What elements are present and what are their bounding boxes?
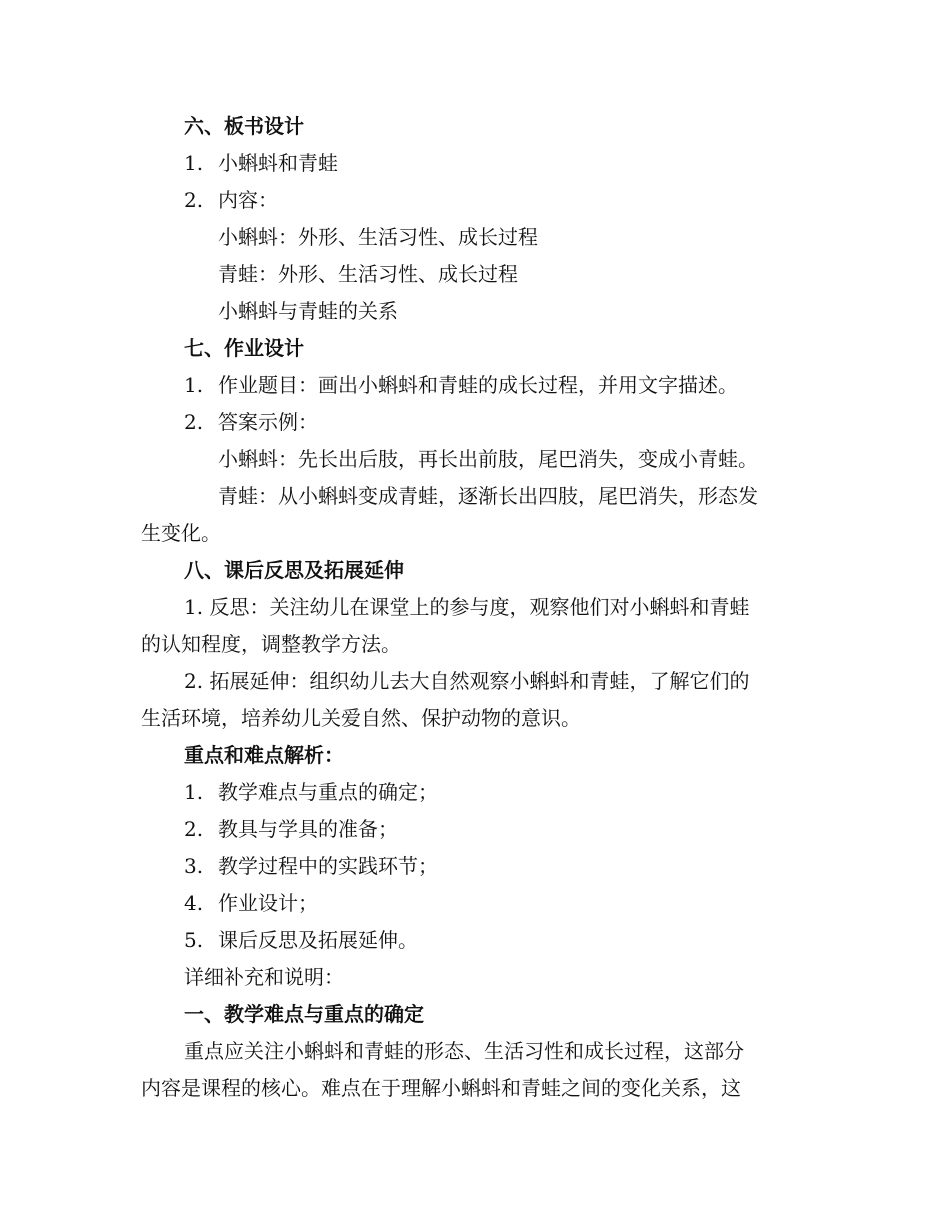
list-text: 教学过程中的实践环节； [218, 854, 438, 878]
list-text: 教具与学具的准备； [218, 817, 398, 841]
list-text: 答案示例： [218, 410, 318, 434]
list-number: 1. [184, 780, 204, 804]
sub-item: 青蛙：外形、生活习性、成长过程 [218, 262, 518, 286]
section-heading-reflection: 八、课后反思及拓展延伸 [184, 558, 404, 582]
list-text: 作业设计； [218, 891, 318, 915]
list-number: 4. [184, 891, 204, 915]
list-item [141, 885, 807, 922]
list-number: 2. [184, 410, 204, 434]
list-number: 2. [184, 817, 204, 841]
answer-tadpole: 小蝌蚪：先长出后肢，再长出前肢，尾巴消失，变成小青蛙。 [218, 447, 758, 471]
sub-item: 小蝌蚪：外形、生活习性、成长过程 [218, 225, 538, 249]
section-heading-difficulty: 一、教学难点与重点的确定 [184, 1002, 424, 1026]
reflection-para-line2: 的认知程度，调整教学方法。 [141, 632, 401, 656]
section-heading-homework: 七、作业设计 [184, 336, 304, 360]
list-text: 小蝌蚪和青蛙 [218, 151, 338, 175]
list-number: 2. [184, 188, 204, 212]
list-item [141, 367, 807, 404]
answer-frog-line1: 青蛙：从小蝌蚪变成青蛙，逐渐长出四肢，尾巴消失，形态发 [218, 484, 758, 508]
answer-frog-line2: 生变化。 [141, 521, 221, 545]
list-item [141, 182, 807, 219]
list-item [141, 848, 807, 885]
list-text: 作业题目：画出小蝌蚪和青蛙的成长过程，并用文字描述。 [218, 373, 738, 397]
extension-para-line2: 生活环境，培养幼儿关爱自然、保护动物的意识。 [141, 706, 581, 730]
detail-para-line2: 内容是课程的核心。难点在于理解小蝌蚪和青蛙之间的变化关系，这 [141, 1076, 741, 1100]
list-text: 教学难点与重点的确定； [218, 780, 438, 804]
list-number: 5. [184, 928, 204, 952]
list-number: 3. [184, 854, 204, 878]
list-number: 1. [184, 373, 204, 397]
list-text: 课后反思及拓展延伸。 [218, 928, 418, 952]
detail-intro: 详细补充和说明： [184, 965, 344, 989]
list-item [141, 404, 807, 441]
list-item [141, 922, 807, 959]
section-heading-board-design: 六、板书设计 [184, 114, 304, 138]
list-number: 1. [184, 151, 204, 175]
reflection-para-line1: 1. 反思：关注幼儿在课堂上的参与度，观察他们对小蝌蚪和青蛙 [184, 595, 750, 619]
list-text: 内容： [218, 188, 278, 212]
detail-para-line1: 重点应关注小蝌蚪和青蛙的形态、生活习性和成长过程，这部分 [184, 1039, 744, 1063]
extension-para-line1: 2. 拓展延伸：组织幼儿去大自然观察小蝌蚪和青蛙，了解它们的 [184, 669, 750, 693]
list-item [141, 774, 807, 811]
document-body [141, 108, 807, 1107]
section-heading-keypoints: 重点和难点解析： [184, 743, 344, 767]
sub-item: 小蝌蚪与青蛙的关系 [218, 299, 398, 323]
list-item [141, 145, 807, 182]
list-item [141, 811, 807, 848]
